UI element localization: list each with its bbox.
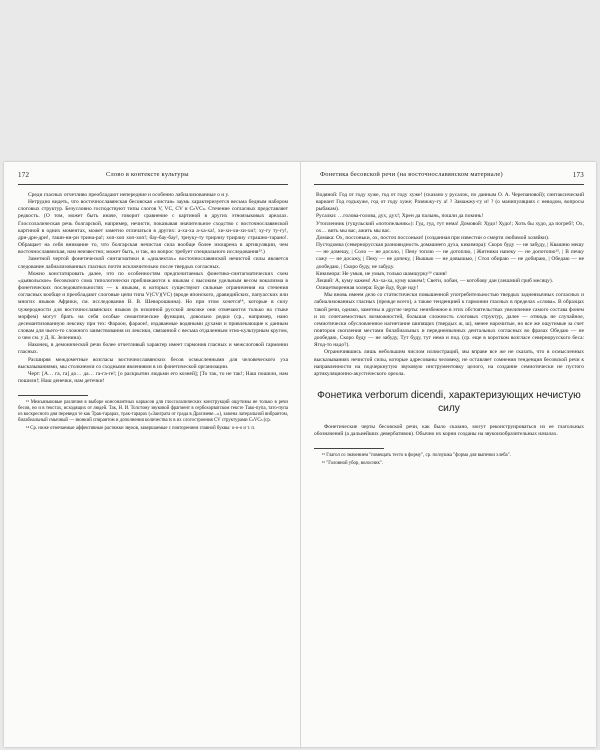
running-head: Фонетика бесовской речи (на восточнославянском материале) bbox=[320, 171, 503, 178]
paragraph: Нетрудно видеть, что восточнославянская бесовская «чистая» заумь характеризуется весьма бедным набором слоговых структур. Безусловно господствуют типы слогов V, VC, CV и CₙVCₙ. Стечение согласных представляет редкость. (О том, может быть иначе, говорит сравнение с картиной в других этноязыковых ареалах. Глоссолалическая речь болгарской, например, нечисти, показывая значительное сходство с восточнославянской картиной в одних моментах, может заметно отличаться в других: а-ха-ха а-ха-ха!, хи-хи-хи-хи-хи!; ху-гу ту-гу!, дрн-дрн-дрн!, ташн-ни-ри трина-ра!; хоп-хоп хоп-хоп!; бау-бау-бау!, трнуку-ту трирлиу трирлиу страшно-тарано!. Обращает на себя внимание то, что болгарская нечистая сила вообще более изощрена в артикуляции, чем восточнославянская, нам неизвестно; может быть, и так, но вопрос требует специального исследования¹³.) bbox=[18, 199, 288, 256]
page-number: 173 bbox=[572, 171, 584, 179]
footnote: ¹³ Межъязыковые различия в выборе консонантных каркасов для глоссолалических конструкций ощутимы не только в речи бесов, но и в текстах, исходящих от людей. Так, Н. И. Толстому звуковой фрагмент в сербохорватском тексте Тако-пупа, тато-пупа из воскресного дня переведи те как Трак-тарарах, трак-тарарах («Заиграта от града в Драгачеве...»), замена латеральной вибрантом, билабиальный смычный — звонкий спирантом и дополнения количества ts в их слогостроения CV структурами CₙVCₙ (ср. bbox=[18, 400, 288, 424]
paragraph: Можно констатировать далее, что по особенностям предпочитаемых фонетико-синтагматических схем «дьявольское» бесовского сома типологически приближаются к языкам с высоким удельным весом вокализма в фонетических последовательностях — к языкам, в которых существуют сильные ограничения на стечения согласных вообще и преобладают слоговые цепи типа V(CV)(VC) (вроде японского, дравидийских, папуасских или многих языков Африки, см. исследования В. В. Шеворошкина). Но при этом хочется¹⁴, которые в силу чужеродности для восточнославянских языков (в исконной русской лексике они отмечаются только на стыке морфем) могут брать на себя особые семантические функции, довольно редки (ср., например, нано десемантизованную лексику при тех: Фараон, фараон!, издаваемые водяными духами и привлекающие к данным словам для чьего-то сложного заимствования из лексики, связанной с весьма отдаленным этно-культурным кругом, о чем см. у Д. К. Зеленина). bbox=[18, 270, 288, 342]
right-footnotes bbox=[314, 453, 584, 467]
right-page-header bbox=[314, 170, 584, 185]
footnote: ¹⁶ "Головной убор, волосник". bbox=[322, 461, 383, 467]
page-gutter bbox=[300, 162, 301, 747]
dialogue-line: Леший: А, куму кажем! Ах-ха-ха, куму кажем!; Свети, лобан, — котобову дан (лешачий гриб месяцу). bbox=[316, 277, 553, 284]
running-head: Слово в контексте культуры bbox=[106, 171, 189, 178]
footnote-rule bbox=[314, 448, 384, 449]
footnote-rule bbox=[18, 395, 88, 396]
section-heading: Фонетика verborum dicendi, характеризующих нечистую силу bbox=[317, 390, 581, 414]
right-body bbox=[314, 292, 584, 378]
left-body bbox=[18, 192, 288, 385]
paragraph: Заметной чертой фонетической синтагматики в «диалектах» восточнославянской нечистой силы является следование лабиализованных гласных почти исключительно после твердых согласных. bbox=[18, 256, 288, 270]
paragraph: Среди гласных отчетливо преобладают непередние и особенно лабиализованные о и у. bbox=[28, 192, 230, 198]
left-page-header bbox=[18, 170, 288, 185]
paragraph: Мы вновь имеем дело со статистически повышенной употребительностью твердых заднеязычных согласных и лабиализованных гласных (прежде всего), а также тенденцией к гармонии гласных в пределах «слова». В образцах такой речи, однако, заметны и другие черты: неизбежное в этих обстоятельствах увеличение самого состава фонем и их сочетаемостных возможностей, большая сложность слоговых структур, далее — отнюдь не случайное, семиотически обусловленное нагнетание шипящих (твердых ж, ш), менее нарочитые, но все же ощутимые за счет повторов скопления местами билабиальных и переднеязычных дентальных согласных во фразах Обедаю — не дообедаю, Скоро буду — не забуду, Тут буду, тут нема и под. (ср. еще в коротком возгласе севернорусского беса: Ягод-то надо?). bbox=[314, 292, 584, 349]
right-page bbox=[314, 170, 584, 735]
section-body bbox=[314, 424, 584, 438]
paragraph: Фонетические черты бесовской речи, как было сказано, могут реконструироваться из ее глагольных обозначений (а дальнейших девербативов). Обычно их корни созданы на звукоизобразительных началах. bbox=[314, 424, 584, 438]
paragraph: Черт: [А… га, га] до… да… га-га-ге!; [о раскрытии людьми его козней]; [То так, то не так!; Наш пошили, нам пошили!; Наш денечки, нам детечки! bbox=[18, 370, 288, 385]
paragraph: Наконец, в демонической речи более отчетливый характер имеет гармония гласных и межслоговой гармонии гласных. bbox=[18, 342, 288, 356]
dialogue-line: Кикимора: Не умыв, не умыв, только шамшурку¹⁶ сшив! bbox=[316, 270, 447, 277]
dialogue-line: Домака: Ох, поссоньки, ох, посточ поссоньки! (созданная при известии о смерти любимой хозяйки). bbox=[316, 234, 550, 241]
page-number: 172 bbox=[18, 171, 30, 179]
left-footnotes bbox=[18, 400, 288, 432]
paragraph: Расширяя междометные возгласы восточнославянских бесов осмысленными для человеческого уха высказываниями, мы столкнемся со сходными явлениями в их фонетической организации. bbox=[18, 356, 288, 370]
footnote: ¹⁴ Ср. ниже отмечаемые аффективные растяжки звуков, завершаемые с повторением главной буквы: о-о-о и т. п. bbox=[26, 426, 256, 432]
dialogue-line: Утопленник (гуцульский «потопельник»): Гуд, гуд, тут нема! Домовой: Худо! Худо!; Хоть бы худо, да погреб!; Ох, ох… вить мы вас, ажить мы вас. bbox=[316, 220, 584, 234]
book-spread bbox=[4, 162, 596, 747]
dialogue-line: Русалки: …голова-голова, дух, дух!; Хрен да палынь, пошли да покинь! bbox=[316, 213, 484, 220]
paragraph: Ограничившись лишь небольшим числом иллюстраций, мы вправе все же не сказать, что в осмысленных высказываниях нечистой силы, которые адресованы человеку, не оставляет сомнения тенденция бесовской речи к направленности на подчеркнутую звуковую инструментовку целого, на создание семиотически не пустого артикуляционно-акустического ореола. bbox=[314, 349, 584, 377]
dialogue-line: Водяной: Год от году хуже, год от году хуже! (сказано у русалок, по данным О. А. Черепановой); синтаксический вариант Год годъкуже, год от году хуже; Разяжжу-гу а! ? Замажжу-гу и! ? (о манипуляциях с неводом, вопросы рыбакам). bbox=[316, 192, 584, 213]
left-page bbox=[18, 170, 288, 735]
footnote: ¹⁵ Глагол со значением "помещать тесто в форму", ср. ползушка "форма для выпечки хлеба". bbox=[322, 453, 511, 459]
dialogue-line: Пустодомка (севернорусская разновидность домашнего духа, кикимора): Скоро буду — не забуду, | Квашню мешу — не домешу, | Соло — не досоло, | Пену топлю — не дотоплю, | Житники напеку — не допотопю¹⁵, | В печку сажу — не досажу, | Пеку — не допеку, | Вышью — не довышью, | Стол обираю — не добираю, | Обедаю — не дообедаю, | Скоро буду, не забуду. bbox=[316, 242, 584, 270]
dialogue-line: Олицетворенная холера: Буде йду, буде иду! bbox=[316, 285, 419, 292]
dialogue-block bbox=[314, 192, 584, 292]
